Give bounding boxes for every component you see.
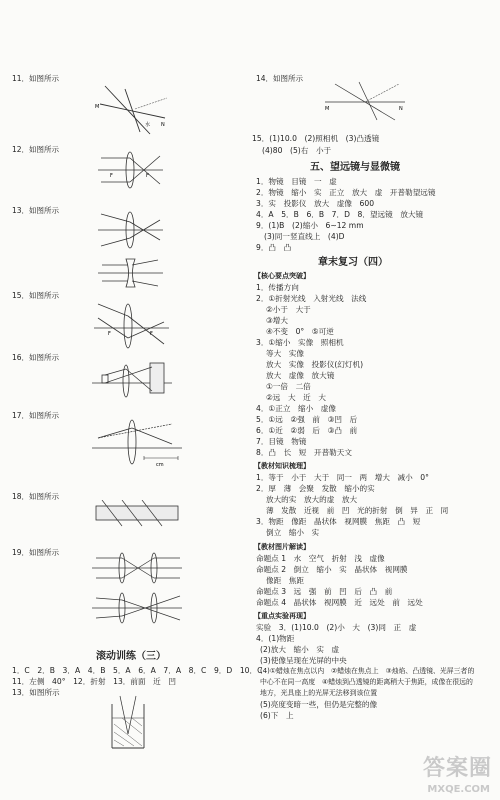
- figure-17-lens-ruler: [92, 414, 182, 469]
- question-15-label: 15．如图所示: [12, 291, 60, 300]
- sec5-line-6: (3)同一竖直线上 (4)D: [264, 232, 345, 241]
- core-line-3f: ②远 大 近 大: [266, 393, 326, 402]
- question-16-label: 16．如图所示: [12, 353, 60, 362]
- core-line-3: 3．①缩小 实像 照相机: [256, 338, 344, 347]
- experiment-line-7: 地方，光具座上的光屏无法移到该位置: [260, 689, 378, 697]
- section-5-title: 五、望远镜与显微镜: [310, 162, 400, 173]
- figure-18-glass-block: [92, 500, 182, 528]
- textbook-line-2c: 薄 发散 近视 前 凹 光的折射 倒 异 正 同: [266, 506, 449, 515]
- experiment-line-3: (2)放大 缩小 实 虚: [260, 645, 340, 654]
- rolling-line-1: 1．C 2．B 3．A 4．B 5．A 6．A 7．A 8．C 9．D 10．C: [12, 666, 263, 675]
- rolling-line-3: 13．如图所示: [12, 688, 60, 697]
- label-f: F: [110, 173, 113, 179]
- experiment-line-4: (3)使像呈现在光屏的中央: [260, 656, 347, 665]
- textbook-line-1: 1．等于 小于 大于 同一 两 增大 减小 0°: [256, 473, 429, 482]
- label-m: M: [95, 104, 100, 110]
- experiment-line-2: 4．(1)物距: [256, 634, 295, 643]
- textbook-line-3b: 倒立 缩小 实: [266, 528, 320, 537]
- experiment-line-1: 实验 3．(1)10.0 (2)小 大 (3)同 正 虚: [256, 623, 417, 632]
- sec5-line-4: 4．A 5．B 6．B 7．D 8．望远镜 放大镜: [256, 210, 424, 219]
- label-f: F: [108, 331, 111, 337]
- textbook-pictures-title: 【教材图片解读】: [254, 543, 310, 551]
- figure-16-projector: [92, 357, 172, 399]
- core-line-3d: 放大 虚像 放大镜: [266, 371, 335, 380]
- figure-11-refraction: [95, 84, 170, 136]
- core-line-6: 6．①近 ②弱 后 ③凸 前: [256, 426, 358, 435]
- core-line-4: 4．①正立 缩小 虚像: [256, 404, 336, 413]
- core-line-1: 1．传播方向: [256, 283, 299, 292]
- experiment-line-6: 中心不在同一高度 ④蜡烛到凸透镜的距离稍大于焦距，成像在很远的: [260, 678, 473, 686]
- rolling-training-title: 滚动训练（三）: [96, 651, 166, 662]
- label-f2: F: [150, 331, 153, 337]
- question-13-label: 13．如图所示: [12, 206, 60, 215]
- core-line-2c: ③增大: [266, 316, 288, 325]
- core-line-3c: 放大 实像 投影仪(幻灯机): [266, 360, 364, 369]
- watermark-logo: 答案圈: [422, 755, 492, 781]
- core-line-2d: ④不变 0° ⑤可逆: [266, 327, 334, 336]
- sec5-line-7: 9．凸 凸: [256, 243, 292, 252]
- label-cm: cm: [156, 462, 164, 468]
- textbook-line-2b: 放大的实 放大的虚 放大: [266, 495, 358, 504]
- picture-line-1: 命题点 1 水 空气 折射 浅 虚像: [256, 554, 385, 563]
- figure-14-mirror: [325, 80, 405, 122]
- figure-15-lens-rays: [94, 298, 169, 350]
- answer-15: 15．(1)10.0 (2)照相机 (3)凸透镜: [252, 134, 380, 143]
- label-f2: F: [146, 173, 149, 179]
- question-18-label: 18．如图所示: [12, 492, 60, 501]
- core-line-2b: ②小于 大于: [266, 305, 311, 314]
- chapter-review-title: 章末复习（四）: [318, 257, 388, 268]
- watermark-url: MXQE.COM: [427, 783, 490, 795]
- picture-line-4: 命题点 4 晶状体 视网膜 近 远处 前 远处: [256, 598, 423, 607]
- label-n: N: [399, 106, 403, 112]
- answer-15b: (4)80 (5)右 小于: [262, 146, 332, 155]
- figure-12-convex-lens: [98, 150, 163, 190]
- textbook-line-2: 2．厚 薄 会聚 发散 缩小的实: [256, 484, 375, 493]
- picture-line-2: 命题点 2 倒立 缩小 实 晶状体 视网膜: [256, 565, 408, 574]
- sec5-line-1: 1．物镜 目镜 一 虚: [256, 177, 337, 186]
- textbook-knowledge-title: 【教材知识梳理】: [254, 462, 310, 470]
- sec5-line-3: 3．实 投影仪 放大 虚像 600: [256, 199, 375, 208]
- sec5-line-2: 2．物镜 缩小 实 正立 放大 虚 开普勒望远镜: [256, 188, 436, 197]
- label-m: M: [325, 106, 330, 112]
- textbook-line-3: 3．物距 像距 晶状体 视网膜 焦距 凸 短: [256, 517, 421, 526]
- sec5-line-5: 9．(1)B (2)缩小 6~12 mm: [256, 221, 364, 230]
- question-19-label: 19．如图所示: [12, 548, 60, 557]
- core-line-3b: 等大 实像: [266, 349, 304, 358]
- figure-14-concave-lens: [98, 258, 163, 288]
- experiment-line-9: (6)下 上: [260, 711, 294, 720]
- experiment-line-5: (4)①蜡烛在焦点以内 ②蜡烛在焦点上 ③烛焰、凸透镜、光屏三者的: [260, 667, 475, 675]
- core-points-title: 【核心要点突破】: [254, 272, 310, 280]
- rolling-line-2: 11．左侧 40° 12．折射 13．前面 近 凹: [12, 677, 176, 686]
- key-experiments-title: 【重点实验再现】: [254, 612, 310, 620]
- core-line-5: 5．①远 ②强 前 ③凹 后: [256, 415, 358, 424]
- core-line-7: 7．目镜 物镜: [256, 437, 307, 446]
- question-14-label: 14．如图所示: [256, 74, 304, 83]
- question-12-label: 12．如图所示: [12, 145, 60, 154]
- core-line-2: 2．①折射光线 入射光线 法线: [256, 294, 367, 303]
- figure-19-two-lenses: [92, 550, 182, 628]
- core-line-8: 8．凸 长 短 开普勒天文: [256, 448, 352, 457]
- label-water: 水: [145, 122, 151, 128]
- question-11-label: 11．如图所示: [12, 74, 60, 83]
- figure-rolling-13-beaker: [108, 694, 148, 750]
- label-n: N: [161, 122, 165, 128]
- figure-13-lens: [98, 210, 163, 250]
- question-17-label: 17．如图所示: [12, 411, 60, 420]
- core-line-3e: ①一倍 二倍: [266, 382, 311, 391]
- experiment-line-8: (5)亮度变暗一些，但仍是完整的像: [260, 700, 378, 709]
- picture-line-3: 命题点 3 远 强 前 凹 后 凸 前: [256, 587, 393, 596]
- picture-line-2b: 像距 焦距: [266, 576, 304, 585]
